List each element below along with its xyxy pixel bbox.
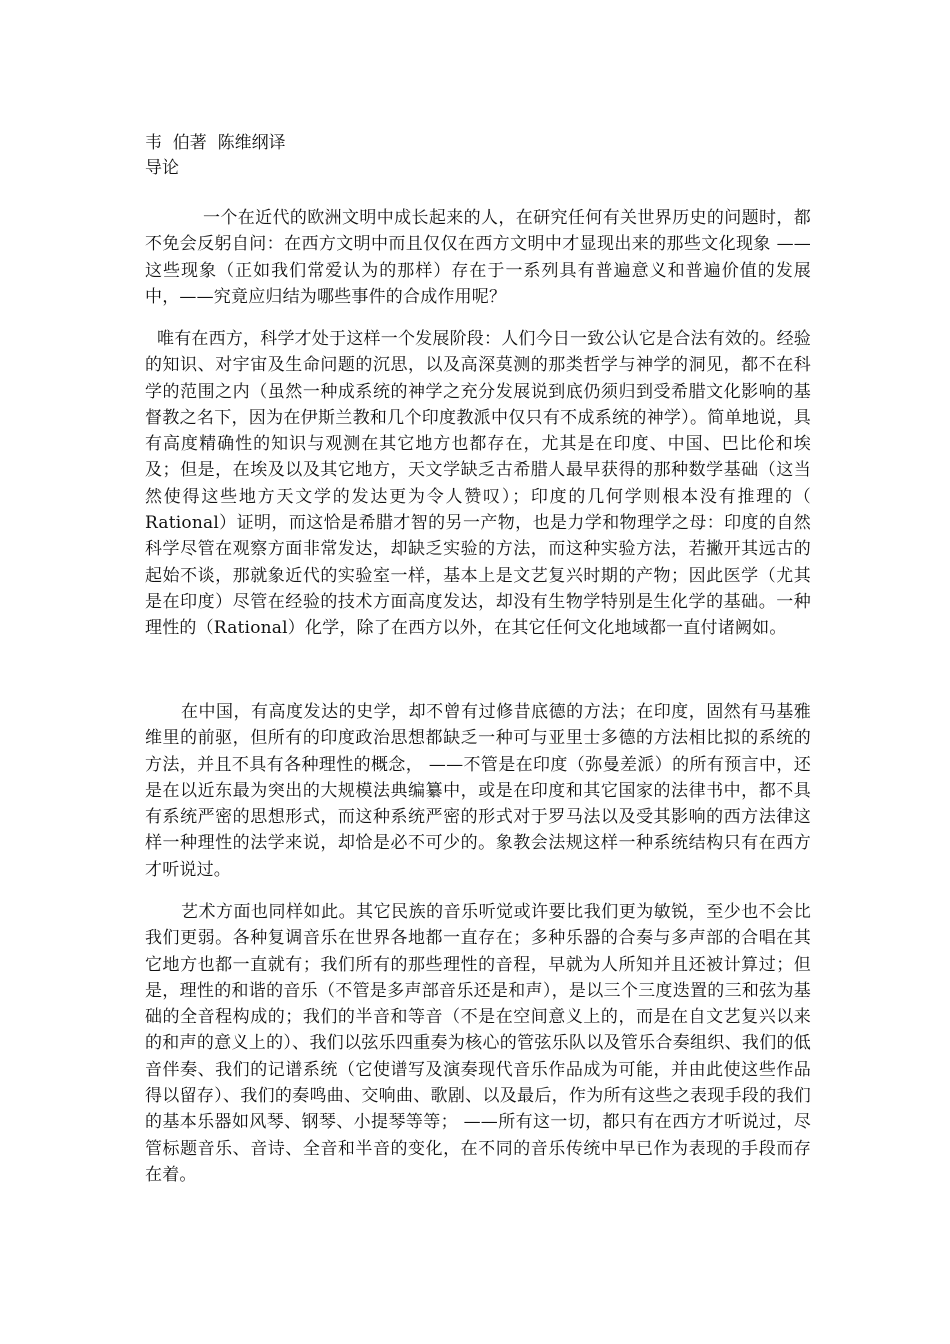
paragraph-3: 在中国，有高度发达的史学，却不曾有过修昔底德的方法；在印度，固然有马基雅维里的前驱，但所有的印度政治思想都缺乏一种可与亚里士多德的方法相比拟的系统的方法，并且不具有各种理性的概念， ——不管是在印度（弥曼差派）的所有预言中，还是在以近东最为突出的大规模法典编纂中，或是在印度和其它国家的法律书中，都不具有系统严密的思想形式，而这种系统严密的形式对于罗马法以及受其影响的西方法律这样一种理性的法学来说，却恰是必不可少的。象教会法规这样一种系统结构只有在西方才听说过。 xyxy=(145,702,811,880)
paragraph-2: 唯有在西方，科学才处于这样一个发展阶段：人们今日一致公认它是合法有效的。经验的知识、对宇宙及生命问题的沉思，以及高深莫测的那类哲学与神学的洞见，都不在科学的范围之内（虽然一种成系统的神学之充分发展说到底仍须归到受希腊文化影响的基督教之名下，因为在伊斯兰教和几个印度教派中仅只有不成系统的神学）。简单地说，具有高度精确性的知识与观测在其它地方也都存在，尤其是在印度、中国、巴比伦和埃及；但是，在埃及以及其它地方，天文学缺乏古希腊人最早获得的那种数学基础（这当然使得这些地方天文学的发达更为令人赞叹）；印度的几何学则根本没有推理的（ Rational）证明，而这恰是希腊才智的另一产物，也是力学和物理学之母：印度的自然科学尽管在观察方面非常发达，却缺乏实验的方法，而这种实验方法，若撇开其远古的起始不谈，那就象近代的实验室一样，基本上是文艺复兴时期的产物；因此医学（尤其是在印度）尽管在经验的技术方面高度发达，却没有生物学特别是生化学的基础。一种理性的（Rational）化学，除了在西方以外，在其它任何文化地域都一直付诸阙如。 xyxy=(145,329,811,639)
paragraph-4: 艺术方面也同样如此。其它民族的音乐听觉或许要比我们更为敏锐，至少也不会比我们更弱。各种复调音乐在世界各地都一直存在；多种乐器的合奏与多声部的合唱在其它地方也都一直就有；我们所有的那些理性的音程，早就为人所知并且还被计算过；但是，理性的和谐的音乐（不管是多声部音乐还是和声），是以三个三度迭置的三和弦为基础的全音程构成的；我们的半音和等音（不是在空间意义上的，而是在自文艺复兴以来的和声的意义上的）、我们以弦乐四重奏为核心的管弦乐队以及管乐合奏组织、我们的低音伴奏、我们的记谱系统（它使谱写及演奏现代音乐作品成为可能，并由此使这些作品得以留存）、我们的奏鸣曲、交响曲、歌剧、以及最后，作为所有这些之表现手段的我们的基本乐器如风琴、钢琴、小提琴等等； ——所有这一切，都只有在西方才听说过，尽管标题音乐、音诗、全音和半音的变化，在不同的音乐传统中早已作为表现的手段而存在着。 xyxy=(145,902,811,1185)
author-translator-line: 韦 伯著 陈维纲译 xyxy=(145,133,286,153)
paragraph-1: 一个在近代的欧洲文明中成长起来的人，在研究任何有关世界历史的问题时，都不免会反躬自问：在西方文明中而且仅仅在西方文明中才显现出来的那些文化现象 ——这些现象（正如我们常爱认为的那样）存在于一系列具有普遍意义和普遍价值的发展中，——究竟应归结为哪些事件的合成作用呢？ xyxy=(145,208,811,307)
section-title: 导论 xyxy=(145,158,179,178)
